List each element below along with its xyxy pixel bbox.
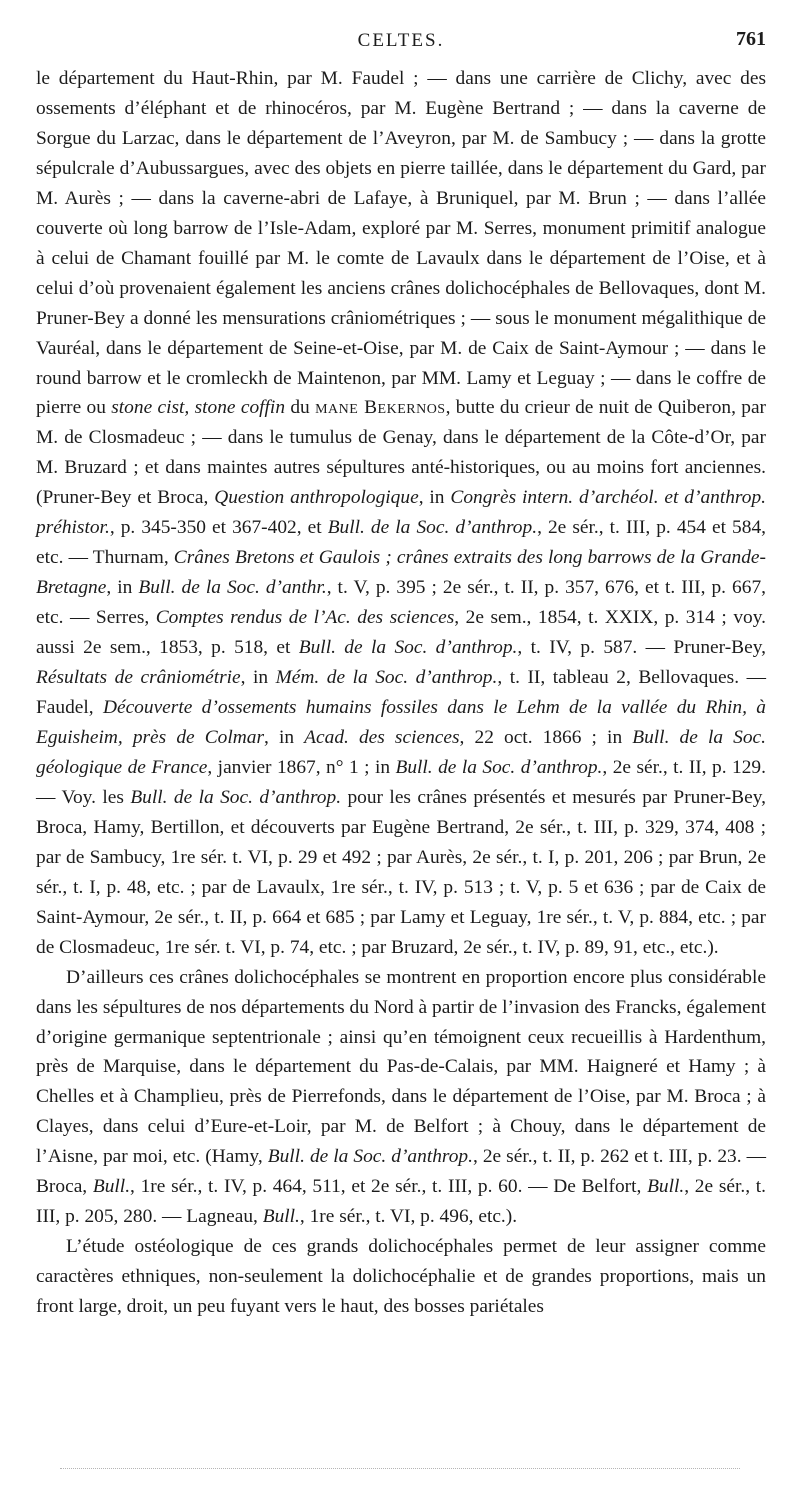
text-run: du [285,397,316,419]
italic-citation: Bull. de la Soc. d’anthrop. [327,517,538,539]
text-run: , 1re sér., t. IV, p. 464, 511, et 2e sér., t. III, p. 60. — De Belfort, [130,1176,648,1198]
italic-citation: Bull. [647,1176,685,1198]
text-run: , t. II, tableau 2, Bellovaques. — Faudel, [36,667,766,719]
paragraph-1 [36,64,766,963]
text-run: D’ailleurs ces crânes dolichocéphales se montrent en proportion encore plus considérable dans les sépultures de nos départements du Nord à partir de l’invasion des Francks, également d’origine germanique septentrionale ; ainsi qu’en témoignent ceux recueillis à Hardenthum, près de Marquise, dans le département du Pas-de-Calais, par MM. Haigneré et Hamy ; à Chelles et à Champlieu, près de Pierrefonds, dans le département de l’Oise, par M. Broca ; à Clayes, dans celui d’Eure-et-Loir, par M. de Belfort ; à Chouy, dans le département de l’Aisne, par moi, etc. (Hamy, [36,966,766,1168]
italic-citation: Bull. de la Soc. géologique de France [36,726,766,778]
page-header [36,28,766,58]
text-run: , 2e sér., t. III, p. 454 et 584, etc. — Thurnam, [36,517,766,569]
text-run: , 2e sér., t. II, p. 129. — Voy. les [36,756,766,808]
text-run: , butte du crieur de nuit de Quiberon, par M. de Closmadeuc ; — dans le tumulus de Genay, dans le département de la Côte-d’Or, par M. Bruzard ; et dans maintes autres sépultures anté-historiques, ou au moins fort anciennes. (Pruner-Bey et Broca, [36,397,767,509]
text-run: , 1re sér., t. VI, p. 496, etc.). [299,1206,518,1228]
text-run: , t. IV, p. 587. — Pruner-Bey, [517,637,766,659]
italic-citation: Mém. de la Soc. d’anthrop. [275,667,498,689]
smallcaps-name: mane Bekernos [315,397,446,419]
italic-citation: Bull. de la Soc. d’anthrop. [130,786,342,808]
text-run: , in [418,487,451,509]
running-title: CELTES. [357,30,445,51]
italic-citation: Bull. [262,1206,300,1228]
paragraph-3 [36,1232,766,1322]
body-text [36,64,766,1322]
italic-citation: Congrès intern. d’archéol. et d’anthrop. préhistor. [36,487,766,539]
italic-citation: Bull. de la Soc. d’anthr. [138,577,327,599]
italic-citation: Bull. de la Soc. d’anthrop. [267,1146,473,1168]
page-number: 761 [736,28,766,50]
paragraph-2 [36,963,766,1233]
text-run: , 2e sér., t. II, p. 262 et t. III, p. 23. — Broca, [36,1146,766,1198]
text-run: L’étude ostéologique de ces grands dolichocéphales permet de leur assigner comme caractères ethniques, non-seulement la dolichocéphalie et de grandes proportions, mais un front large, droit, un peu fuyant vers le haut, des bosses pariétales [36,1236,766,1318]
italic-citation: Crânes Bretons et Gaulois ; crânes extraits des long barrows de la Grande-Bretagne [36,547,766,599]
text-run: , in [264,726,305,748]
text-run: , janvier 1867, n° 1 ; in [207,756,396,778]
text-run: pour les crânes présentés et mesurés par Pruner-Bey, Broca, Hamy, Bertillon, et découverts par Eugène Bertrand, 2e sér., t. III, p. 329, 374, 408 ; par de Sambucy, 1re sér. t. VI, p. 29 et 492 ; par Aurès, 2e sér., t. I, p. 201, 206 ; par Brun, 2e sér., t. I, p. 48, etc. ; par de Lavaulx, 1re sér., t. IV, p. 513 ; t. V, p. 5 et 636 ; par de Caix de Saint-Aymour, 2e sér., t. II, p. 664 et 685 ; par Lamy et Leguay, 1re sér., t. V, p. 884, etc. ; par de Closmadeuc, 1re sér. t. VI, p. 74, etc. ; par Bruzard, 2e sér., t. IV, p. 89, 91, etc., etc.). [36,786,766,958]
text-run: , 22 oct. 1866 ; in [459,726,633,748]
italic-citation: Découverte d’ossements humains fossiles dans le Lehm de la vallée du Rhin, à Eguisheim, près de Colmar [36,697,766,748]
italic-citation: Acad. des sciences [304,726,460,748]
italic-citation: Comptes rendus de l’Ac. des sciences [155,607,455,629]
italic-citation: Bull. de la Soc. d’anthrop. [395,756,603,778]
text-run: le département du Haut-Rhin, par M. Faudel ; — dans une carrière de Clichy, avec des ossements d’éléphant et de rhinocéros, par M. Eugène Bertrand ; — dans la caverne de Sorgue du Larzac, dans le département de l’Aveyron, par M. de Sambucy ; — dans la grotte sépulcrale d’Aubussargues, avec des objets en pierre taillée, dans le département du Gard, par M. Aurès ; — dans la caverne-abri de Lafaye, à Bruniquel, par M. Brun ; — dans l’allée couverte où long barrow de l’Isle-Adam, exploré par M. Serres, monument primitif analogue à celui de Chamant fouillé par M. le comte de Lavaulx dans le département de l’Oise, et à celui d’où provenaient également les anciens crânes dolichocéphales de Bellovaques, dont M. Pruner-Bey a donné les mensurations crâniométriques ; — sous le monument mégalithique de Vauréal, dans le département de Seine-et-Oise, par M. de Caix de Saint-Aymour ; — dans le round barrow et le cromleckh de Maintenon, par MM. Lamy et Leguay ; — dans le coffre de pierre ou [36,68,766,419]
italic-citation: Bull. de la Soc. d’anthrop. [298,637,518,659]
text-run: , 2e sér., t. III, p. 205, 280. — Lagneau, [36,1176,767,1228]
text-run: , t. V, p. 395 ; 2e sér., t. II, p. 357, 676, et t. III, p. 667, etc. — Serres, [36,577,766,629]
italic-citation: stone cist, stone coffin [111,397,286,419]
italic-citation: Question anthropologique [214,487,419,509]
italic-citation: Résultats de crâniométrie [36,667,241,689]
text-run: , in [240,667,276,689]
footer-dotted-rule [60,1468,740,1469]
text-run: , 2e sem., 1854, t. XXIX, p. 314 ; voy. aussi 2e sem., 1853, p. 518, et [36,607,766,659]
text-run: , p. 345-350 et 367-402, et [109,517,328,539]
text-run: , in [106,577,139,599]
italic-citation: Bull. [92,1176,131,1198]
